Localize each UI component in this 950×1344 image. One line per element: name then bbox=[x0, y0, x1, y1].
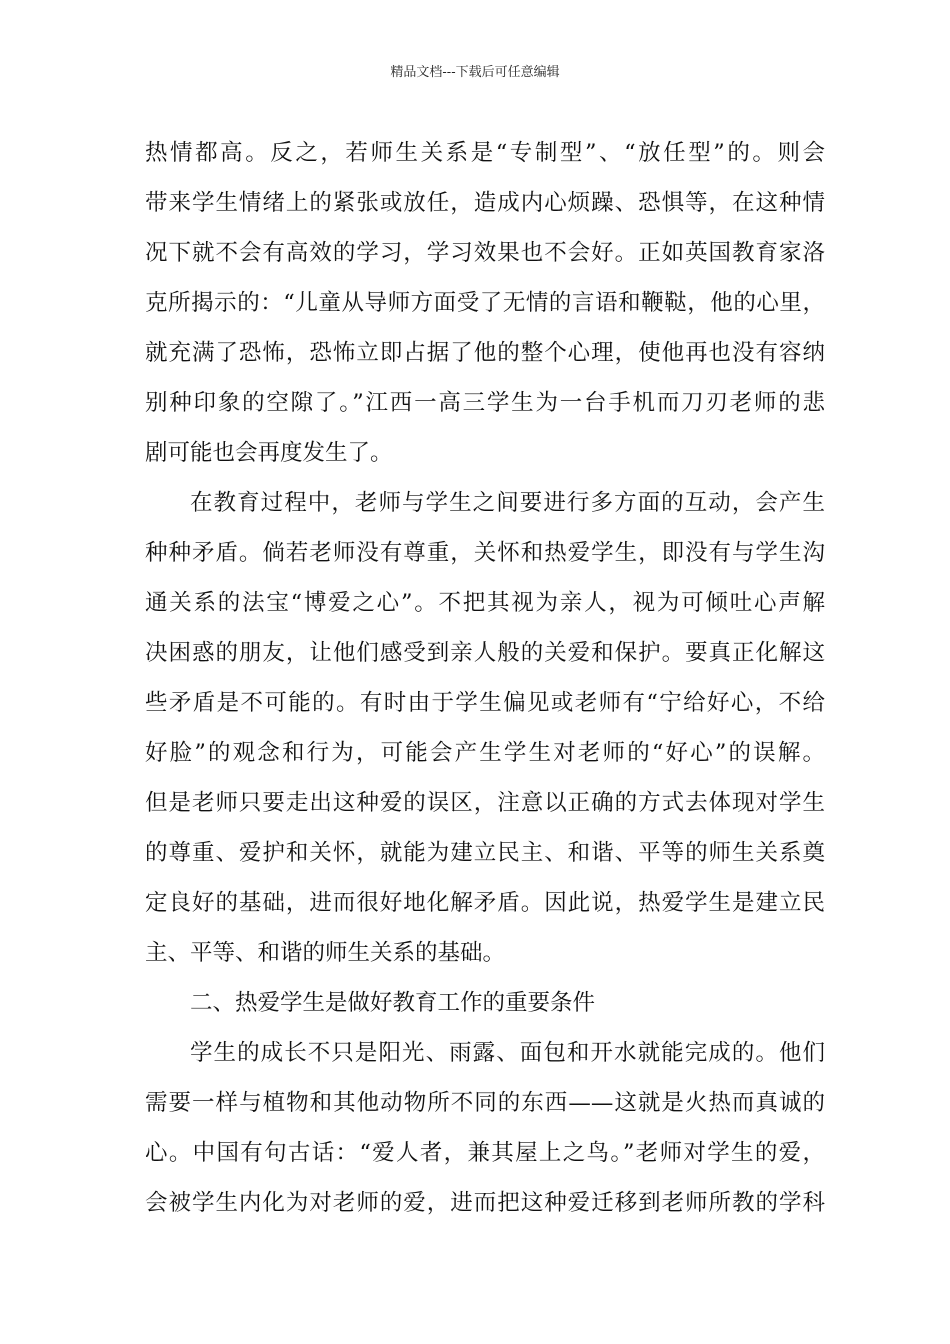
page-header: 精品文档---下载后可任意编辑 bbox=[390, 65, 560, 80]
text-line: 就充满了恐怖，恐怖立即占据了他的整个心理，使他再也没有容纳 bbox=[145, 340, 825, 366]
text-line: 些矛盾是不可能的。有时由于学生偏见或老师有“宁给好心，不给 bbox=[145, 690, 825, 716]
text-line: 剧可能也会再度发生了。 bbox=[145, 440, 393, 466]
text-line: 况下就不会有高效的学习，学习效果也不会好。正如英国教育家洛 bbox=[145, 240, 825, 266]
paragraph-first-line: 学生的成长不只是阳光、雨露、面包和开水就能完成的。他们 bbox=[190, 1040, 825, 1066]
text-line: 定良好的基础，进而很好地化解矛盾。因此说，热爱学生是建立民 bbox=[145, 890, 825, 916]
text-line: 心。中国有句古话：“爱人者，兼其屋上之鸟。”老师对学生的爱， bbox=[145, 1140, 825, 1166]
text-line: 别种印象的空隙了。”江西一高三学生为一台手机而刀刃老师的悲 bbox=[145, 390, 825, 416]
section-heading: 二、热爱学生是做好教育工作的重要条件 bbox=[190, 990, 596, 1016]
text-line: 热情都高。反之，若师生关系是“专制型”、“放任型”的。则会 bbox=[145, 140, 825, 166]
text-line: 但是老师只要走出这种爱的误区，注意以正确的方式去体现对学生 bbox=[145, 790, 825, 816]
text-line: 的尊重、爱护和关怀，就能为建立民主、和谐、平等的师生关系奠 bbox=[145, 840, 825, 866]
text-line: 会被学生内化为对老师的爱，进而把这种爱迁移到老师所教的学科 bbox=[145, 1190, 825, 1216]
text-line: 需要一样与植物和其他动物所不同的东西——这就是火热而真诚的 bbox=[145, 1090, 825, 1116]
paragraph-first-line: 在教育过程中，老师与学生之间要进行多方面的互动，会产生 bbox=[190, 490, 825, 516]
text-line: 决困惑的朋友，让他们感受到亲人般的关爱和保护。要真正化解这 bbox=[145, 640, 825, 666]
text-line: 好脸”的观念和行为，可能会产生学生对老师的“好心”的误解。 bbox=[145, 740, 825, 766]
text-line: 克所揭示的：“儿童从导师方面受了无情的言语和鞭鞑，他的心里， bbox=[145, 290, 825, 316]
text-line: 带来学生情绪上的紧张或放任，造成内心烦躁、恐惧等，在这种情 bbox=[145, 190, 825, 216]
document-body bbox=[145, 128, 825, 1228]
text-line: 通关系的法宝“博爱之心”。不把其视为亲人，视为可倾吐心声解 bbox=[145, 590, 825, 616]
text-line: 主、平等、和谐的师生关系的基础。 bbox=[145, 940, 506, 966]
text-line: 种种矛盾。倘若老师没有尊重，关怀和热爱学生，即没有与学生沟 bbox=[145, 540, 825, 566]
